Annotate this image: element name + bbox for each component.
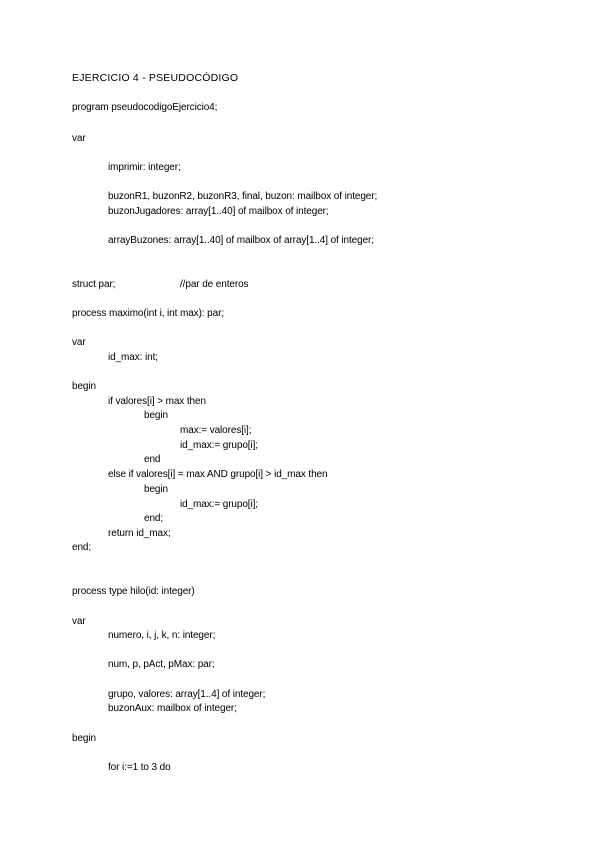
code-line-if: if valores[i] > max then [108,396,206,407]
code-line-imprimir: imprimir: integer; [108,162,181,173]
code-line-else-if: else if valores[i] = max AND grupo[i] > id_max then [108,469,328,480]
code-line-buzones: buzonR1, buzonR2, buzonR3, final, buzon: mailbox of integer; [108,191,378,202]
code-line-max-assign: max:= valores[i]; [180,425,252,436]
code-line-process-maximo: process maximo(int i, int max): par; [72,308,224,319]
code-line-array-buzones: arrayBuzones: array[1..40] of mailbox of array[1..4] of integer; [108,235,374,246]
code-line-end: end; [144,513,164,524]
code-line-buzon-aux-decl: buzonAux: mailbox of integer; [108,703,237,714]
code-line-struct: struct par; [72,279,116,290]
code-line-begin: begin [72,733,96,744]
code-line-var: var [72,133,86,144]
code-line-grupo-decl: grupo, valores: array[1..4] of integer; [108,689,266,700]
code-comment-par: //par de enteros [180,279,249,290]
code-line-process-hilo: process type hilo(id: integer) [72,586,195,597]
code-line-begin: begin [72,381,96,392]
code-line-var: var [72,337,86,348]
code-line-end: end [144,454,161,465]
code-line-id-max-assign: id_max:= grupo[i]; [180,499,258,510]
code-line-begin: begin [144,410,168,421]
code-line-return: return id_max; [108,528,171,539]
code-line-numero-decl: numero, i, j, k, n: integer; [108,630,216,641]
code-line-program: program pseudocodigoEjercicio4; [72,102,218,113]
code-line-id-max-decl: id_max: int; [108,352,158,363]
code-line-for: for i:=1 to 3 do [108,762,171,773]
code-line-buzon-jugadores: buzonJugadores: array[1..40] of mailbox of integer; [108,206,329,217]
document-title: EJERCICIO 4 - PSEUDOCÓDIGO [72,72,239,84]
code-line-id-max-assign: id_max:= grupo[i]; [180,440,258,451]
code-line-num-decl: num, p, pAct, pMax: par; [108,659,215,670]
code-line-var: var [72,616,86,627]
code-line-begin: begin [144,484,168,495]
code-line-end: end; [72,542,92,553]
